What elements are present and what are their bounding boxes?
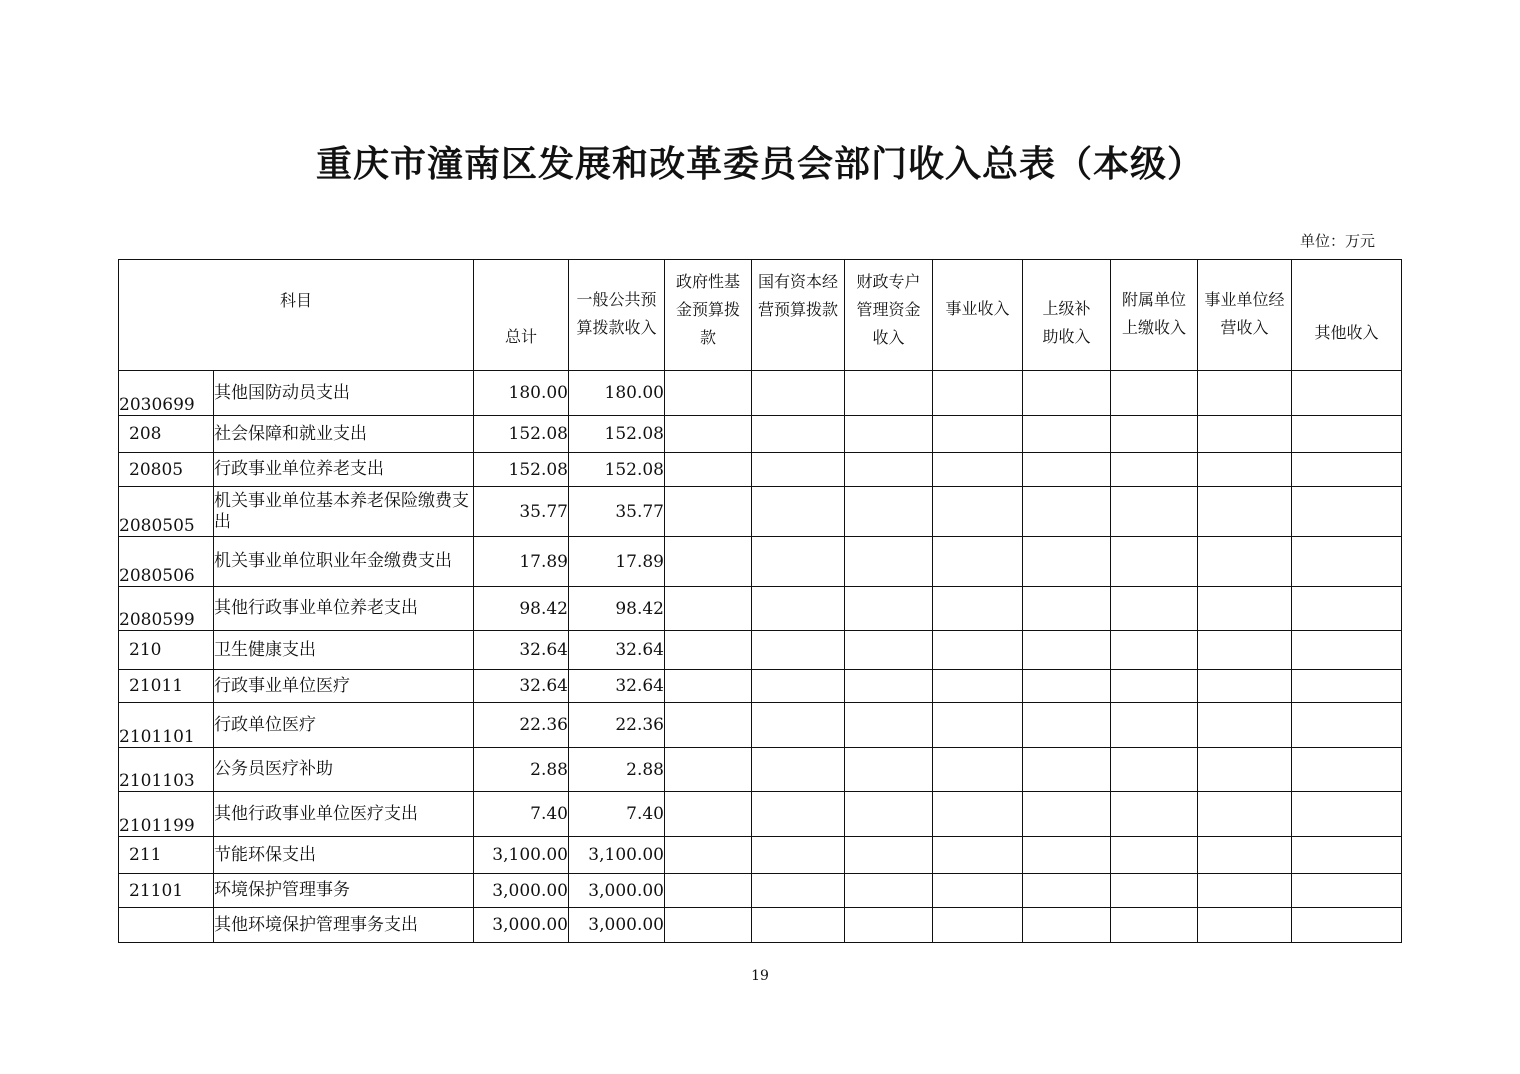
total-value: 3,000.00 — [474, 908, 569, 943]
empty-cell — [665, 371, 752, 416]
empty-cell — [1198, 792, 1292, 837]
subject-code: 210 — [119, 631, 214, 670]
empty-cell — [933, 631, 1023, 670]
table-row — [119, 587, 1402, 631]
empty-cell — [665, 631, 752, 670]
empty-cell — [1111, 537, 1198, 587]
empty-cell — [1292, 670, 1402, 703]
general-budget-value: 17.89 — [569, 537, 665, 587]
header-affiliated-remit: 附属单位上缴收入 — [1111, 260, 1198, 371]
total-value: 35.77 — [474, 487, 569, 537]
table-row — [119, 792, 1402, 837]
empty-cell — [665, 670, 752, 703]
subject-code: 2101199 — [119, 792, 214, 837]
subject-code: 21101 — [119, 874, 214, 908]
empty-cell — [1198, 587, 1292, 631]
empty-cell — [845, 908, 933, 943]
empty-cell — [665, 453, 752, 487]
empty-cell — [1111, 587, 1198, 631]
subject-name: 行政事业单位医疗 — [214, 670, 474, 703]
empty-cell — [1023, 792, 1111, 837]
empty-cell — [1023, 537, 1111, 587]
empty-cell — [845, 453, 933, 487]
general-budget-value: 3,100.00 — [569, 837, 665, 874]
empty-cell — [933, 837, 1023, 874]
table-row — [119, 537, 1402, 587]
empty-cell — [1111, 453, 1198, 487]
empty-cell — [1198, 453, 1292, 487]
empty-cell — [933, 792, 1023, 837]
subject-name: 公务员医疗补助 — [214, 748, 474, 792]
empty-cell — [1198, 631, 1292, 670]
empty-cell — [933, 416, 1023, 453]
empty-cell — [1111, 908, 1198, 943]
empty-cell — [845, 587, 933, 631]
header-business-income: 事业收入 — [933, 260, 1023, 371]
empty-cell — [665, 874, 752, 908]
header-general-budget: 一般公共预算拨款收入 — [569, 260, 665, 371]
general-budget-value: 2.88 — [569, 748, 665, 792]
empty-cell — [752, 908, 845, 943]
table-row — [119, 631, 1402, 670]
empty-cell — [1292, 371, 1402, 416]
empty-cell — [1292, 416, 1402, 453]
subject-code: 211 — [119, 837, 214, 874]
empty-cell — [1198, 670, 1292, 703]
subject-name: 其他行政事业单位养老支出 — [214, 587, 474, 631]
empty-cell — [1023, 748, 1111, 792]
empty-cell — [1198, 703, 1292, 748]
empty-cell — [845, 703, 933, 748]
subject-name: 其他环境保护管理事务支出 — [214, 908, 474, 943]
empty-cell — [1023, 631, 1111, 670]
empty-cell — [752, 371, 845, 416]
empty-cell — [845, 670, 933, 703]
subject-code: 2080599 — [119, 587, 214, 631]
empty-cell — [1111, 874, 1198, 908]
empty-cell — [1198, 748, 1292, 792]
subject-name: 行政单位医疗 — [214, 703, 474, 748]
subject-code: 2080505 — [119, 487, 214, 537]
empty-cell — [1111, 792, 1198, 837]
general-budget-value: 180.00 — [569, 371, 665, 416]
empty-cell — [933, 748, 1023, 792]
empty-cell — [752, 416, 845, 453]
general-budget-value: 22.36 — [569, 703, 665, 748]
empty-cell — [1023, 908, 1111, 943]
subject-code: 2080506 — [119, 537, 214, 587]
empty-cell — [845, 748, 933, 792]
subject-name: 机关事业单位职业年金缴费支出 — [214, 537, 474, 587]
table-header-row — [119, 260, 1402, 371]
general-budget-value: 35.77 — [569, 487, 665, 537]
empty-cell — [1292, 908, 1402, 943]
table-row — [119, 908, 1402, 943]
empty-cell — [1198, 537, 1292, 587]
empty-cell — [845, 837, 933, 874]
header-fiscal-special: 财政专户管理资金收入 — [845, 260, 933, 371]
subject-code: 2101103 — [119, 748, 214, 792]
empty-cell — [1023, 371, 1111, 416]
empty-cell — [1292, 837, 1402, 874]
empty-cell — [752, 587, 845, 631]
empty-cell — [665, 792, 752, 837]
subject-name: 行政事业单位养老支出 — [214, 453, 474, 487]
general-budget-value: 3,000.00 — [569, 908, 665, 943]
total-value: 98.42 — [474, 587, 569, 631]
header-business-operation: 事业单位经营收入 — [1198, 260, 1292, 371]
empty-cell — [752, 670, 845, 703]
empty-cell — [665, 703, 752, 748]
subject-code — [119, 908, 214, 943]
subject-name: 机关事业单位基本养老保险缴费支出 — [214, 487, 474, 537]
subject-code: 2101101 — [119, 703, 214, 748]
page-title: 重庆市潼南区发展和改革委员会部门收入总表（本级） — [315, 144, 1204, 185]
income-summary-table — [118, 259, 1402, 943]
empty-cell — [845, 416, 933, 453]
empty-cell — [752, 487, 845, 537]
empty-cell — [1023, 453, 1111, 487]
empty-cell — [1292, 703, 1402, 748]
empty-cell — [1023, 670, 1111, 703]
empty-cell — [1198, 908, 1292, 943]
empty-cell — [933, 908, 1023, 943]
table-row — [119, 487, 1402, 537]
empty-cell — [665, 587, 752, 631]
table-row — [119, 670, 1402, 703]
empty-cell — [1198, 371, 1292, 416]
empty-cell — [933, 537, 1023, 587]
table-row — [119, 874, 1402, 908]
empty-cell — [665, 837, 752, 874]
subject-name: 节能环保支出 — [214, 837, 474, 874]
empty-cell — [752, 837, 845, 874]
empty-cell — [845, 874, 933, 908]
general-budget-value: 3,000.00 — [569, 874, 665, 908]
header-subject: 科目 — [119, 260, 474, 371]
empty-cell — [1111, 487, 1198, 537]
empty-cell — [1292, 874, 1402, 908]
subject-name: 卫生健康支出 — [214, 631, 474, 670]
empty-cell — [845, 371, 933, 416]
empty-cell — [1111, 371, 1198, 416]
empty-cell — [1292, 748, 1402, 792]
empty-cell — [752, 537, 845, 587]
empty-cell — [752, 703, 845, 748]
empty-cell — [933, 371, 1023, 416]
empty-cell — [1292, 587, 1402, 631]
empty-cell — [933, 453, 1023, 487]
empty-cell — [752, 874, 845, 908]
header-state-capital: 国有资本经营预算拨款 — [752, 260, 845, 371]
unit-label: 单位：万元 — [1300, 232, 1376, 250]
total-value: 3,100.00 — [474, 837, 569, 874]
empty-cell — [1111, 748, 1198, 792]
empty-cell — [1198, 837, 1292, 874]
total-value: 2.88 — [474, 748, 569, 792]
empty-cell — [933, 587, 1023, 631]
empty-cell — [933, 874, 1023, 908]
empty-cell — [1198, 487, 1292, 537]
general-budget-value: 152.08 — [569, 416, 665, 453]
empty-cell — [665, 537, 752, 587]
general-budget-value: 152.08 — [569, 453, 665, 487]
general-budget-value: 7.40 — [569, 792, 665, 837]
empty-cell — [1292, 537, 1402, 587]
empty-cell — [845, 631, 933, 670]
empty-cell — [1292, 453, 1402, 487]
empty-cell — [1292, 631, 1402, 670]
empty-cell — [1111, 631, 1198, 670]
empty-cell — [933, 487, 1023, 537]
subject-name: 其他行政事业单位医疗支出 — [214, 792, 474, 837]
empty-cell — [1292, 487, 1402, 537]
subject-name: 环境保护管理事务 — [214, 874, 474, 908]
empty-cell — [845, 487, 933, 537]
empty-cell — [1111, 416, 1198, 453]
table-row — [119, 703, 1402, 748]
empty-cell — [665, 416, 752, 453]
table-row — [119, 416, 1402, 453]
empty-cell — [1023, 874, 1111, 908]
total-value: 152.08 — [474, 416, 569, 453]
subject-name: 其他国防动员支出 — [214, 371, 474, 416]
subject-code: 21011 — [119, 670, 214, 703]
subject-code: 20805 — [119, 453, 214, 487]
general-budget-value: 32.64 — [569, 670, 665, 703]
subject-code: 208 — [119, 416, 214, 453]
empty-cell — [933, 703, 1023, 748]
header-total: 总计 — [474, 260, 569, 371]
header-superior-subsidy: 上级补助收入 — [1023, 260, 1111, 371]
table-row — [119, 837, 1402, 874]
header-other-income: 其他收入 — [1292, 260, 1402, 371]
total-value: 152.08 — [474, 453, 569, 487]
page-number: 19 — [751, 968, 769, 984]
empty-cell — [665, 908, 752, 943]
subject-code: 2030699 — [119, 371, 214, 416]
empty-cell — [1111, 837, 1198, 874]
empty-cell — [752, 792, 845, 837]
total-value: 32.64 — [474, 670, 569, 703]
empty-cell — [1111, 670, 1198, 703]
empty-cell — [752, 631, 845, 670]
empty-cell — [1023, 416, 1111, 453]
empty-cell — [1111, 703, 1198, 748]
header-gov-fund: 政府性基金预算拨款 — [665, 260, 752, 371]
empty-cell — [665, 748, 752, 792]
empty-cell — [1023, 587, 1111, 631]
total-value: 3,000.00 — [474, 874, 569, 908]
empty-cell — [752, 748, 845, 792]
empty-cell — [1023, 703, 1111, 748]
total-value: 32.64 — [474, 631, 569, 670]
subject-name: 社会保障和就业支出 — [214, 416, 474, 453]
total-value: 7.40 — [474, 792, 569, 837]
table-row — [119, 748, 1402, 792]
table-row — [119, 453, 1402, 487]
total-value: 22.36 — [474, 703, 569, 748]
total-value: 17.89 — [474, 537, 569, 587]
empty-cell — [845, 537, 933, 587]
empty-cell — [1292, 792, 1402, 837]
total-value: 180.00 — [474, 371, 569, 416]
empty-cell — [665, 487, 752, 537]
general-budget-value: 32.64 — [569, 631, 665, 670]
empty-cell — [1023, 837, 1111, 874]
general-budget-value: 98.42 — [569, 587, 665, 631]
empty-cell — [1023, 487, 1111, 537]
empty-cell — [845, 792, 933, 837]
empty-cell — [933, 670, 1023, 703]
empty-cell — [1198, 416, 1292, 453]
table-row — [119, 371, 1402, 416]
empty-cell — [1198, 874, 1292, 908]
empty-cell — [752, 453, 845, 487]
